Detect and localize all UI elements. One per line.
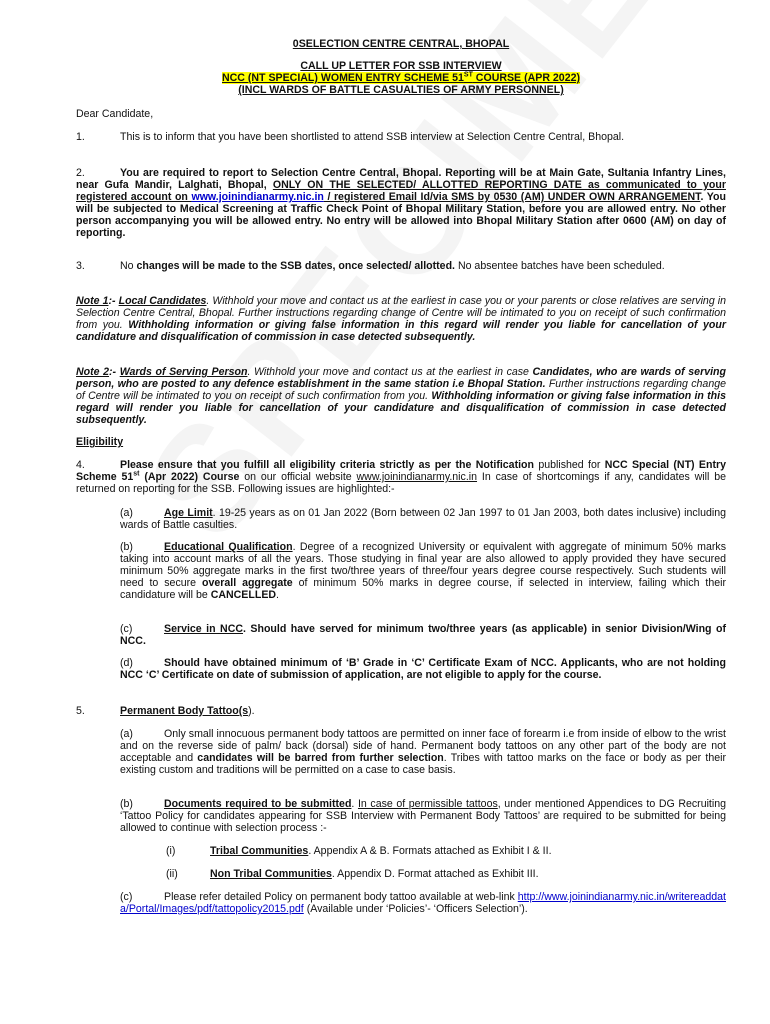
tattoo-item-b: (b) Documents required to be submitted. In case of permissible tattoos, under mentioned Appendices to DG Recruiting ‘Tattoo Policy for candidates appearing for SSB Interview with Permanent Body Tattoos’ are required to be submitted for being allowed to continue with selection process :- [120,798,727,834]
tattoo-item-c: (c) Please refer detailed Policy on permanent body tattoo available at web-link http://www.joinindianarmy.nic.in/writereaddata/Portal/Images/pdf/tattopolicy2015.pdf (Available under ‘Policies’- ‘Officers Selection’). [120,891,726,915]
tattoo-item-a: (a) Only small innocuous permanent body tattoos are permitted on inner face of forearm i.e from inside of elbow to the wrist and on the reverse side of palm/ back (dorsal) side of hand. Permanent body tattoos on any other part of the body are not acceptable and candidates will be barred from further selection. Tribes with tattoo marks on the face or body as per their existing custom and traditions will be permitted on a case to case basis. [120,728,726,776]
website-link[interactable]: www.joinindianarmy.nic.in [191,191,324,203]
note-2: Note 2:- Wards of Serving Person. Withhold your move and contact us at the earliest in case Candidates, who are wards of serving person, who are posted to any defence establishment in the same station i.e Bhopal Station. Further instructions regarding change of Centre will be intimated to you on receipt of such confirmation from you. Withholding information or giving false information in this regard will render you liable for cancellation of your candidature and disqualification of commission in case detected subsequently. [76,366,726,426]
wards-title: (INCL WARDS OF BATTLE CASUALTIES OF ARMY PERSONNEL) [238,84,564,96]
paragraph-1: 1. This is to inform that you have been shortlisted to attend SSB interview at Selection Centre Central, Bhopal. [76,131,625,143]
item-age-limit: (a) Age Limit. 19-25 years as on 01 Jan 2022 (Born between 02 Jan 1997 to 01 Jan 2003, both dates inclusive) including wards of Battle casulties. [120,507,726,531]
tattoo-sub-item-i: (i) Tribal Communities. Appendix A & B. Formats attached as Exhibit I & II. [166,845,552,857]
scheme-title [76,72,726,84]
scheme-highlight: NCC (NT SPECIAL) WOMEN ENTRY SCHEME 51ST COURSE (APR 2022) [221,71,581,84]
item-educational-qualification: (b) Educational Qualification. Degree of a recognized University or equivalent with aggregate of minimum 50% marks taking into account marks of all the years. Those studying in final year are also allowed to apply provided they have secured minimum 50% aggregate marks in the first two/three years of three/four years degree course respectively. Such students will need to secure overall aggregate of minimum 50% marks in degree course, if selected in interview, failing which their candidature will be CANCELLED. [120,541,727,601]
note-1: Note 1:- Local Candidates. Withhold your move and contact us at the earliest in case you or your parents or close relatives are serving in Selection Centre Central, Bhopal. Further instructions regarding change of Centre will be intimated to you on receipt of such confirmation from you. Withholding information or giving false information in this regard will render you liable for cancellation of your candidature and disqualification of commission in case detected subsequently. [76,295,727,343]
paragraph-4: 4. Please ensure that you fulfill all eligibility criteria strictly as per the Notification published for NCC Special (NT) Entry Scheme 51st (Apr 2022) Course on our official website www.joinindianarmy.nic.in In case of shortcomings if any, candidates will be returned on reporting for the SSB. Following issues are highlighted:- [76,459,726,495]
item-service-in-ncc: (c) Service in NCC. Should have served for minimum two/three years (as applicable) in senior Division/Wing of NCC. [120,623,726,647]
centre-title: 0SELECTION CENTRE CENTRAL, BHOPAL [292,38,510,50]
tattoo-sub-item-ii: (ii) Non Tribal Communities. Appendix D. Format attached as Exhibit III. [166,868,539,880]
tattoo-policy-link[interactable]: http://www.joinindianarmy.nic.in/writereaddata/Portal/Images/pdf/tattopolicy2015.pdf [120,891,726,915]
paragraph-3: 3. No changes will be made to the SSB dates, once selected/ allotted. No absentee batches have been scheduled. [76,260,665,272]
paragraph-2: 2. You are required to report to Selection Centre Central, Bhopal. Reporting will be at Main Gate, Sultania Infantry Lines, near Gufa Mandir, Lalghati, Bhopal, ONLY ON THE SELECTED/ ALLOTTED REPORTING DATE as communicated to your registered account on www.joinindianarmy.nic.in / registered Email Id/via SMS by 0530 (AM) UNDER OWN ARRANGEMENT. You will be subjected to Medical Screening at Traffic Check Point of Bhopal Military Station, before you are allowed entry. No other person accompanying you will be allowed entry. No entry will be allowed into Bhopal Military Station after 0600 (AM) on day of reporting. [76,167,726,239]
salutation: Dear Candidate, [76,108,154,120]
letter-title: CALL UP LETTER FOR SSB INTERVIEW [300,60,502,72]
official-website-link[interactable]: www.joinindianarmy.nic.in [356,471,478,483]
item-ncc-certificate: (d) Should have obtained minimum of ‘B’ Grade in ‘C’ Certificate Exam of NCC. Applicants, who are not holding NCC ‘C’ Certificate on date of submission of application, are not eligible to apply for the course. [120,657,726,681]
eligibility-heading: Eligibility [76,436,124,448]
paragraph-5: 5. Permanent Body Tattoo(s). [76,705,255,717]
